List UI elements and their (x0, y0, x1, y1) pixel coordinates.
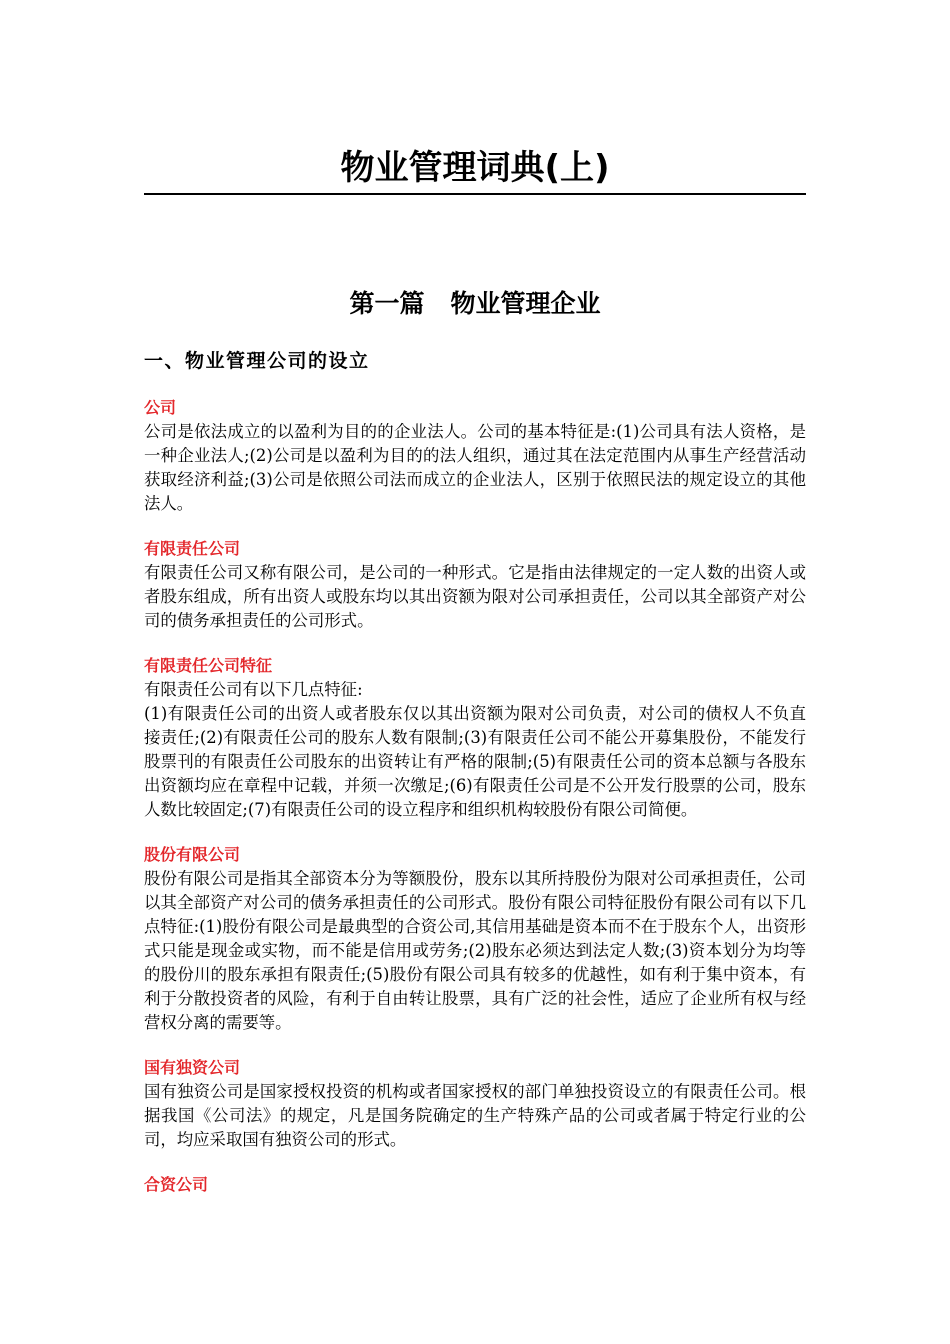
entry-term: 股份有限公司 (144, 845, 241, 864)
entry-term: 公司 (144, 398, 177, 417)
entry-limited-company-features (144, 654, 806, 822)
entry-paragraph: 股份有限公司是指其全部资本分为等额股份，股东以其所持股份为限对公司承担责任，公司以其全部资产对公司的债务承担责任的公司形式。股份有限公司特征股份有限公司有以下几点特征:(1)股份有限公司是最典型的合资公司,其信用基础是资本而不在于股东个人，出资形式只能是现金或实物，而不能是信用或劳务;(2)股东必须达到法定人数;(3)资本划分为均等的股份川的股东承担有限责任;(5)股份有限公司具有较多的优越性，如有利于集中资本，有利于分散投资者的风险，有利于自由转让股票，具有广泛的社会性，适应了企业所有权与经营权分离的需要等。 (144, 869, 806, 1032)
entry-paragraph: (1)有限责任公司的出资人或者股东仅以其出资额为限对公司负责，对公司的债权人不负直接责任;(2)有限责任公司的股东人数有限制;(3)有限责任公司不能公开募集股份，不能发行股票刊的有限责任公司股东的出资转让有严格的限制;(5)有限责任公司的资本总额与各股东出资额均应在章程中记载，并须一次缴足;(6)有限责任公司是不公开发行股票的公司，股东人数比较固定;(7)有限责任公司的设立程序和组织机构较股份有限公司简便。 (144, 704, 806, 819)
entry-term: 有限责任公司 (144, 539, 241, 558)
entry-limited-company (144, 537, 806, 633)
entry-joint-stock-company (144, 843, 806, 1035)
document-title: 物业管理词典(上) (340, 148, 610, 188)
entry-paragraph: 公司是依法成立的以盈利为目的的企业法人。公司的基本特征是:(1)公司具有法人资格，是一种企业法人;(2)公司是以盈利为目的的法人组织，通过其在法定范围内从事生产经营活动获取经济利益;(3)公司是依照公司法而成立的企业法人，区别于依照民法的规定设立的其他法人。 (144, 422, 806, 513)
title-underline (144, 193, 806, 195)
entry-term: 有限责任公司特征 (144, 656, 273, 675)
entry-paragraph: 有限责任公司有以下几点特征: (144, 680, 363, 699)
entry-term: 国有独资公司 (144, 1058, 241, 1077)
entries-container (144, 396, 806, 1218)
entry-term: 合资公司 (144, 1175, 209, 1194)
entry-company (144, 396, 806, 516)
entry-joint-venture-company (144, 1173, 806, 1197)
entry-state-owned-company (144, 1056, 806, 1152)
entry-paragraph: 国有独资公司是国家授权投资的机构或者国家授权的部门单独投资设立的有限责任公司。根据我国《公司法》的规定，凡是国务院确定的生产特殊产品的公司或者属于特定行业的公司，均应采取国有独资公司的形式。 (144, 1082, 806, 1149)
entry-paragraph: 有限责任公司又称有限公司，是公司的一种形式。它是指由法律规定的一定人数的出资人或者股东组成，所有出资人或股东均以其出资额为限对公司承担责任，公司以其全部资产对公司的债务承担责任的公司形式。 (144, 563, 806, 630)
section-title: 一、物业管理公司的设立 (144, 350, 370, 372)
part-title: 第一篇 物业管理企业 (349, 289, 601, 318)
